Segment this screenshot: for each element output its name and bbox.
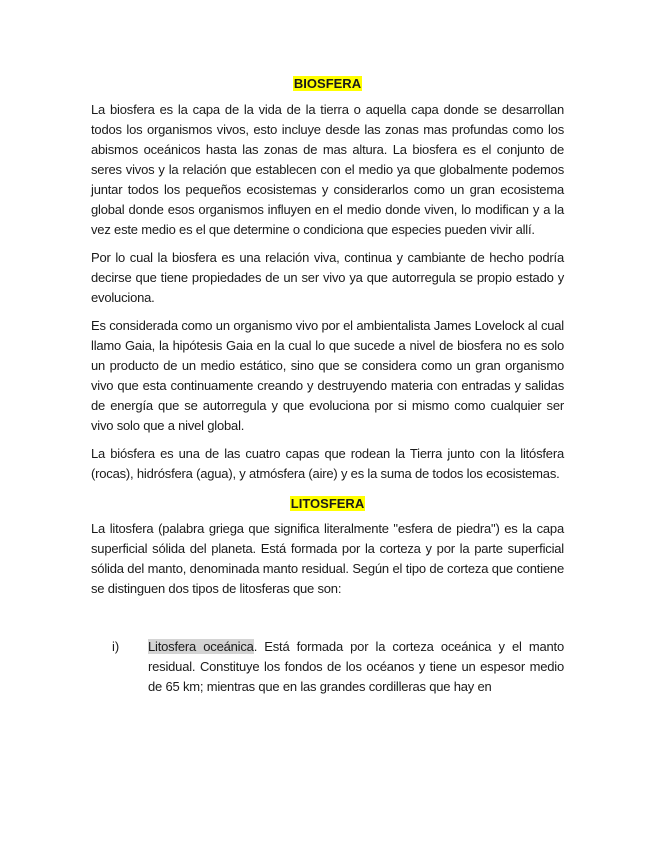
paragraph-litosfera-1: La litosfera (palabra griega que significa literalmente "esfera de piedra") es la capa superficial sólida del planeta. Está formada por la corteza y por la parte superficial sólida del manto, denominada manto residual. Según el tipo de corteza que contiene se distinguen dos tipos de litosferas que son: [91,521,564,596]
list-marker: i) [112,639,120,654]
list-item-text [148,637,564,697]
heading-text: BIOSFERA [293,76,362,91]
list-item-body: . Está formada por la corteza oceánica y el manto residual. Constituye los fondos de los océanos y tiene un espesor medio de 65 km; mientras que en las grandes cordilleras que hay en [148,639,564,694]
paragraph-biosfera-1: La biosfera es la capa de la vida de la tierra o aquella capa donde se desarrollan todos los organismos vivos, esto incluye desde las zonas mas profundas como los abismos oceánicos hasta las zonas de mas altura. La biosfera es el conjunto de seres vivos y la relación que establecen con el medio ya que globalmente podemos juntar todos los pequeños ecosistemas y considerarlos como un gran ecosistema global donde esos organismos influyen en el medio donde viven, lo modifican y a la vez este medio es el que determine o condiciona que especies pueden vivir allí. [91,102,564,237]
paragraph-biosfera-2: Por lo cual la biosfera es una relación viva, continua y cambiante de hecho podría decirse que tiene propiedades de un ser vivo ya que autorregula se propio estado y evoluciona. [91,250,564,305]
paragraph-biosfera-3: Es considerada como un organismo vivo por el ambientalista James Lovelock al cual llamo Gaia, la hipótesis Gaia en la cual lo que sucede a nivel de biosfera no es solo un producto de un medio estático, sino que se considera como un gran organismo vivo que esta continuamente creando y destruyendo materia con entradas y salidas de energía que se autorregula y que evoluciona por si mismo como cualquier ser vivo solo que a nivel global. [91,318,564,433]
section-heading-litosfera [91,494,564,514]
document-page [91,74,564,697]
list-item [91,637,564,697]
paragraph-biosfera-4: La biósfera es una de las cuatro capas que rodean la Tierra junto con la litósfera (rocas), hidrósfera (agua), y atmósfera (aire) y es la suma de todos los ecosistemas. [91,446,564,481]
heading-text: LITOSFERA [290,496,365,511]
highlighted-term: Litosfera oceánica [148,639,254,654]
section-heading-biosfera [91,74,564,94]
